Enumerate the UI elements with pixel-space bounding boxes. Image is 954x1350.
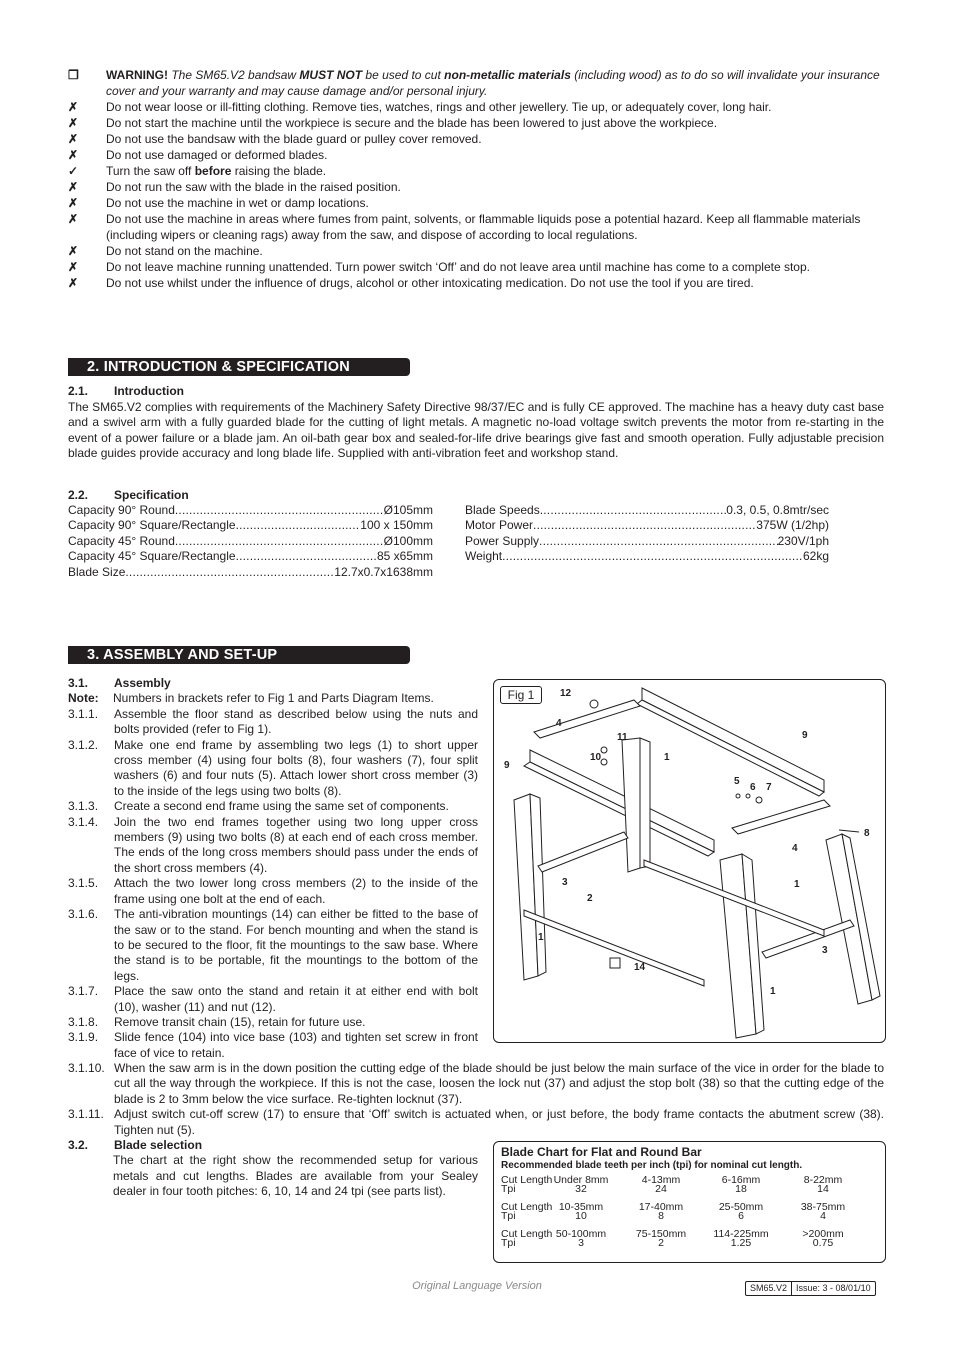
step-number: 3.1.6. <box>68 907 99 922</box>
callout-number: 3 <box>562 877 568 888</box>
warning-list <box>68 67 888 291</box>
spec-value: 12.7x0.7x1638mm <box>334 564 433 579</box>
warning-item <box>68 211 888 243</box>
callout-number: 6 <box>750 782 756 793</box>
spec-label: Capacity 90° Round <box>68 503 175 517</box>
warning-symbol-icon: ✗ <box>68 116 79 130</box>
warning-text: Turn the saw off before raising the blade. <box>106 164 327 178</box>
warning-text: Do not stand on the machine. <box>106 244 263 258</box>
cut-length-value: Under 8mm <box>553 1174 609 1186</box>
step-text: The anti-vibration mountings (14) can either be fitted to the base of the saw or to the stand. For bench mounting and when the stand is to be secured to the floor, fit the mountings to the saw base. Where the stand is to be portable, fit the mountings to the bottom of the legs. <box>114 907 478 983</box>
assembly-step <box>68 1107 884 1138</box>
tpi-value: 8 <box>658 1210 664 1222</box>
assembly-steps-wide <box>68 1061 884 1138</box>
step-text: Make one end frame by assembling two legs (1) to short upper cross member (4) using four bolts (8), four washers (7), four split washers (6) and four nuts (5). Attach lower short cross member (3) to the inside of the legs using two bolts (8). <box>114 737 478 798</box>
warning-symbol-icon: ❒ <box>68 68 79 82</box>
callout-number: 1 <box>770 986 776 997</box>
intro-subheading: 2.1. Introduction <box>68 384 184 398</box>
callout-number: 1 <box>664 752 670 763</box>
spec-leader-dots <box>125 565 334 580</box>
step-text: Create a second end frame using the same set of components. <box>114 799 449 814</box>
intro-paragraph: The SM65.V2 complies with requirements of the Machinery Safety Directive 98/37/EC and is fully CE approved. The machine has a heavy duty cast base and a swivel arm with a fully guarded blade for the cutting of light metals. A magnetic no-load voltage switch prevents the motor from re-starting in the event of a power failure or a blade jam. An oil-bath gear box and sealed-for-life drive bearings give fast and smooth operation. Fully adjustable precision blade guides provide accuracy and long blade life. Supplied with anti-vibration feet and workshop stand. <box>68 400 884 461</box>
assembly-step <box>68 876 478 907</box>
callout-number: 8 <box>864 828 870 839</box>
warning-symbol-icon: ✗ <box>68 212 79 226</box>
callout-number: 7 <box>766 782 772 793</box>
blade-chart-title: Blade Chart for Flat and Round Bar <box>501 1145 702 1159</box>
warning-symbol-icon: ✗ <box>68 132 79 146</box>
warning-item <box>68 147 888 163</box>
tpi-value: 4 <box>820 1210 826 1222</box>
section-3-heading: 3. ASSEMBLY AND SET-UP <box>68 646 410 664</box>
spec-leader-dots <box>175 534 384 549</box>
warning-item <box>68 115 888 131</box>
blade-chart-subtitle: Recommended blade teeth per inch (tpi) for nominal cut length. <box>501 1160 803 1171</box>
warning-item <box>68 179 888 195</box>
tpi-value: 18 <box>735 1183 747 1195</box>
cut-length-value: 114-225mm <box>713 1228 769 1240</box>
cut-length-value: 50-100mm <box>555 1228 607 1240</box>
warning-text: Do not use the bandsaw with the blade guard or pulley cover removed. <box>106 132 482 146</box>
callout-number: 4 <box>556 718 562 729</box>
step-text: Slide fence (104) into vice base (103) and tighten set screw in front face of vice to retain. <box>114 1030 478 1060</box>
blade-chart <box>493 1141 886 1263</box>
warning-item <box>68 259 888 275</box>
assembly-subheading: 3.1. Assembly <box>68 676 171 690</box>
callout-number: 9 <box>504 760 510 771</box>
step-text: Join the two end frames together using two long upper cross members (9) using two bolts (8) at each end of each cross member. The ends of the long cross members should pass under the ends of the short cross members (4). <box>114 814 478 875</box>
callout-number: 4 <box>792 843 798 854</box>
spec-leader-dots <box>175 503 384 518</box>
spec-label: Blade Speeds <box>465 503 540 517</box>
footer-language-note: Original Language Version <box>412 1280 542 1292</box>
spec-label: Blade Size <box>68 564 126 579</box>
warning-item <box>68 163 888 179</box>
tpi-value: 10 <box>575 1210 587 1222</box>
callout-number: 12 <box>560 688 572 699</box>
footer-model: SM65.V2 <box>750 1283 788 1293</box>
spec-row <box>68 518 433 533</box>
spec-value: 375W (1/2hp) <box>756 518 829 533</box>
cut-length-value: 25-50mm <box>718 1201 764 1213</box>
tpi-label: Tpi <box>501 1237 516 1249</box>
footer-issue: Issue: 3 - 08/01/10 <box>791 1282 875 1295</box>
spec-value: 0.3, 0.5, 0.8mtr/sec <box>726 503 829 517</box>
step-text: Adjust switch cut-off screw (17) to ensure that ‘Off’ switch is actuated when, or just before, the body frame contacts the abutment screw (38). Tighten nut (5). <box>114 1107 884 1137</box>
warning-text: Do not use whilst under the influence of drugs, alcohol or other intoxicating medication. Do not use the tool if you are tired. <box>106 276 754 290</box>
callout-number: 1 <box>538 932 544 943</box>
tpi-value: 1.25 <box>730 1237 752 1249</box>
step-number: 3.1.2. <box>68 737 99 752</box>
callout-number: 5 <box>734 776 740 787</box>
warning-symbol-icon: ✗ <box>68 244 79 258</box>
warning-item <box>68 243 888 259</box>
spec-leader-dots <box>502 549 803 564</box>
warning-text: Do not wear loose or ill-fitting clothing. Remove ties, watches, rings and other jewellery. Tie up, or adequately cover, long hair. <box>106 100 772 114</box>
step-number: 3.1.10. <box>68 1061 105 1075</box>
spec-table-right <box>465 503 829 565</box>
step-text: Assemble the floor stand as described below using the nuts and bolts provided (refer to Fig 1). <box>114 706 478 737</box>
cut-length-label: Cut Length <box>501 1201 553 1213</box>
callout-number: 10 <box>590 752 602 763</box>
spec-subheading: 2.2. Specification <box>68 488 189 502</box>
step-number: 3.1.3. <box>68 799 99 814</box>
warning-text: WARNING! The SM65.V2 bandsaw MUST NOT be used to cut non-metallic materials (including wood) as to do so will invalidate your insurance cover and your warranty and may cause damage and/or personal injury. <box>106 68 880 98</box>
step-number: 3.1.11. <box>68 1107 104 1122</box>
cut-length-value: >200mm <box>802 1228 844 1240</box>
step-number: 3.1.1. <box>68 706 99 721</box>
callout-number: 14 <box>634 962 646 973</box>
spec-label: Capacity 90° Square/Rectangle <box>68 518 236 533</box>
spec-label: Weight <box>465 549 503 564</box>
spec-table-left <box>68 503 433 580</box>
step-text: Remove transit chain (15), retain for future use. <box>114 1014 366 1029</box>
spec-row <box>68 534 433 549</box>
warning-item <box>68 131 888 147</box>
spec-label: Motor Power <box>465 518 534 533</box>
assembly-step <box>68 799 478 814</box>
tpi-label: Tpi <box>501 1183 516 1195</box>
warning-text: Do not use the machine in areas where fumes from paint, solvents, or flammable liquids pose a potential hazard. Keep all flammable materials (including wipers or cleaning rags) away from the saw, and dispose of according to local regulations. <box>106 212 861 242</box>
tpi-value: 24 <box>655 1183 667 1195</box>
warning-symbol-icon: ✗ <box>68 100 79 114</box>
assembly-note: Note: Numbers in brackets refer to Fig 1 and Parts Diagram Items. <box>68 691 434 706</box>
section-2-heading: 2. INTRODUCTION & SPECIFICATION <box>68 358 410 376</box>
callout-number: 2 <box>587 893 593 904</box>
cut-length-label: Cut Length <box>501 1174 553 1186</box>
blade-selection-subheading: 3.2. Blade selection <box>68 1138 203 1152</box>
tpi-label: Tpi <box>501 1210 516 1222</box>
warning-text: Do not run the saw with the blade in the raised position. <box>106 180 401 194</box>
warning-symbol-icon: ✗ <box>68 196 79 210</box>
blade-selection <box>68 1138 478 1200</box>
spec-row <box>465 518 829 533</box>
warning-item <box>68 67 888 99</box>
tpi-value: 14 <box>817 1183 829 1195</box>
warning-text: Do not use damaged or deformed blades. <box>106 148 328 162</box>
spec-value: 85 x65mm <box>376 549 433 564</box>
assembly-step <box>68 738 478 800</box>
spec-value: Ø105mm <box>383 503 433 517</box>
warning-item <box>68 275 888 291</box>
tpi-value: 32 <box>575 1183 587 1195</box>
step-number: 3.1.9. <box>68 1030 99 1045</box>
spec-label: Capacity 45° Round <box>68 533 175 548</box>
spec-row <box>68 549 433 564</box>
callout-number: 1 <box>794 879 800 890</box>
step-number: 3.1.4. <box>68 814 99 829</box>
spec-row <box>68 565 433 580</box>
tpi-value: 6 <box>738 1210 744 1222</box>
blade-selection-text: The chart at the right show the recommended setup for various metals and cut lengths. Blades are available from your Sealey dealer in four tooth pitches: 6, 10, 14 and 24 tpi (see parts list). <box>113 1153 478 1199</box>
warning-text: Do not leave machine running unattended. Turn power switch ‘Off’ and do not leave area until machine has come to a complete stop. <box>106 260 810 274</box>
cut-length-value: 8-22mm <box>803 1174 843 1186</box>
spec-value: 230V/1ph <box>777 533 829 548</box>
tpi-value: 3 <box>578 1237 584 1249</box>
assembly-step <box>68 815 478 877</box>
cut-length-value: 17-40mm <box>638 1201 684 1213</box>
cut-length-value: 75-150mm <box>635 1228 687 1240</box>
step-text: Place the saw onto the stand and retain it at either end with bolt (10), washer (11) and nut (12). <box>114 984 478 1014</box>
callout-number: 9 <box>802 730 808 741</box>
callout-number: 11 <box>617 732 628 743</box>
warning-item <box>68 195 888 211</box>
assembly-step <box>68 984 478 1015</box>
warning-symbol-icon: ✓ <box>68 164 79 178</box>
warning-symbol-icon: ✗ <box>68 148 79 162</box>
cut-length-label: Cut Length <box>501 1228 553 1240</box>
cut-length-value: 6-16mm <box>721 1174 761 1186</box>
assembly-step <box>68 1030 478 1061</box>
spec-value: 100 x 150mm <box>360 518 433 533</box>
warning-symbol-icon: ✗ <box>68 276 79 290</box>
spec-value: Ø100mm <box>383 533 433 548</box>
spec-value: 62kg <box>802 549 829 564</box>
step-text: Attach the two lower long cross members (2) to the inside of the frame using one bolt at the end of each. <box>114 876 478 906</box>
figure-1-label: Fig 1 <box>500 686 542 704</box>
warning-symbol-icon: ✗ <box>68 260 79 274</box>
assembly-step <box>68 707 478 738</box>
spec-label: Power Supply <box>465 533 540 548</box>
cut-length-value: 38-75mm <box>800 1201 846 1213</box>
step-number: 3.1.8. <box>68 1014 99 1029</box>
warning-item <box>68 99 888 115</box>
spec-row <box>465 534 829 549</box>
tpi-value: 2 <box>658 1237 664 1249</box>
tpi-value: 0.75 <box>812 1237 834 1249</box>
spec-leader-dots <box>236 549 377 564</box>
assembly-step <box>68 907 478 984</box>
stand-exploded-diagram <box>494 680 884 1040</box>
warning-text: Do not start the machine until the workpiece is secure and the blade has been lowered to just above the workpiece. <box>106 116 718 130</box>
spec-row <box>465 503 829 518</box>
footer-issue-box <box>745 1281 876 1296</box>
assembly-step <box>68 1061 884 1107</box>
callout-number: 3 <box>822 945 828 956</box>
assembly-step <box>68 1015 478 1030</box>
spec-leader-dots <box>540 503 727 518</box>
cut-length-value: 10-35mm <box>558 1201 604 1213</box>
spec-leader-dots <box>533 518 756 533</box>
cut-length-value: 4-13mm <box>641 1174 681 1186</box>
assembly-steps <box>68 676 478 1061</box>
step-number: 3.1.7. <box>68 984 99 999</box>
warning-text: Do not use the machine in wet or damp locations. <box>106 196 369 210</box>
warning-symbol-icon: ✗ <box>68 180 79 194</box>
spec-leader-dots <box>236 518 361 533</box>
step-text: When the saw arm is in the down position the cutting edge of the blade should be just below the main surface of the vice in order for the blade to cut all the way through the workpiece. If this is not the case, loosen the lock nut (37) and adjust the stop bolt (38) so that the cutting edge of the blade is 2 to 3mm below the vice surface. Re-tighten locknut (37). <box>114 1061 884 1106</box>
spec-leader-dots <box>539 534 778 549</box>
spec-row <box>465 549 829 564</box>
step-number: 3.1.5. <box>68 876 99 891</box>
spec-label: Capacity 45° Square/Rectangle <box>68 549 236 564</box>
spec-row <box>68 503 433 518</box>
